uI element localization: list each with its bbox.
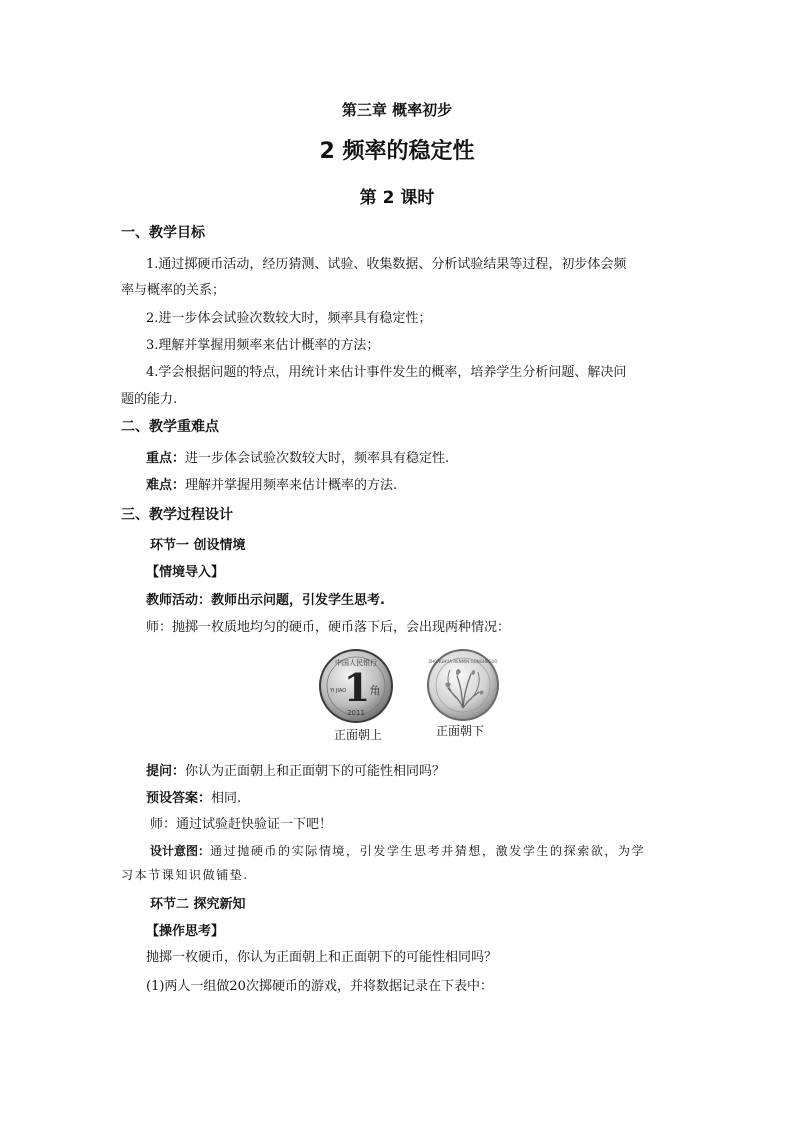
key-point-text: 进一步体会试验次数较大时，频率具有稳定性. <box>185 451 450 466</box>
difficulty-line <box>146 474 397 493</box>
coin-heads-icon <box>318 648 394 724</box>
section-heading-process: 三、教学过程设计 <box>121 507 233 523</box>
coin-heads-image <box>318 648 394 724</box>
difficulty-text: 理解并掌握用频率来估计概率的方法. <box>185 478 398 493</box>
question-line <box>146 760 445 779</box>
activity-1: (1)两人一组做20次掷硬币的游戏，并将数据记录在下表中： <box>146 979 493 994</box>
chapter-title: 第三章 概率初步 <box>341 101 453 119</box>
objective-4-line-1: 4.学会根据问题的特点，用统计来估计事件发生的概率，培养学生分析问题、解决问 <box>146 365 627 380</box>
answer-label: 预设答案： <box>146 791 212 806</box>
question-label: 提问： <box>146 764 186 779</box>
objective-4-line-2: 题的能力. <box>121 392 178 407</box>
teacher-activity: 教师活动：教师出示问题，引发学生思考. <box>146 593 385 608</box>
key-point-line <box>146 447 449 466</box>
coin-heads-denom: YI JIAO <box>329 688 347 694</box>
coin-tails-rim-text: ZHONGHUA RENMIN GONGHEGUO <box>428 659 498 664</box>
answer-line <box>146 787 241 806</box>
step-2-heading: 环节二 探究新知 <box>150 897 246 912</box>
lesson-title: 2 频率的稳定性 <box>319 139 475 164</box>
think-question: 抛掷一枚硬币，你认为正面朝上和正面朝下的可能性相同吗？ <box>146 950 498 965</box>
situation-intro-bracket: 【情境导入】 <box>146 565 225 580</box>
design-intent-text-2: 习本节课知识做铺垫. <box>121 868 249 882</box>
teacher-line: 师：抛掷一枚质地均匀的硬币，硬币落下后，会出现两种情况： <box>146 620 511 635</box>
coin-tails-caption: 正面朝下 <box>436 724 485 738</box>
design-intent-label: 设计意图： <box>150 844 211 858</box>
coin-heads-unit: 角 <box>369 684 381 697</box>
coin-heads-top-text: 中国人民银行 <box>335 659 377 667</box>
step-1-heading: 环节一 创设情境 <box>150 538 246 553</box>
design-intent-text-1: 通过抛硬币的实际情境，引发学生思考并猜想，激发学生的探索欲，为学 <box>210 844 646 858</box>
coin-tails-icon <box>426 648 500 722</box>
coin-heads-year: 2011 <box>347 709 365 717</box>
question-text: 你认为正面朝上和正面朝下的可能性相同吗？ <box>185 764 446 779</box>
objective-3: 3.理解并掌握用频率来估计概率的方法； <box>146 338 380 353</box>
section-heading-key-points: 二、教学重难点 <box>121 419 219 435</box>
lesson-period: 第 2 课时 <box>359 188 435 208</box>
objective-1-line-2: 率与概率的关系； <box>121 283 226 298</box>
coin-tails-image <box>426 648 500 722</box>
teacher-verify: 师：通过试验赶快验证一下吧！ <box>150 817 333 832</box>
coin-heads-digit: 1 <box>343 665 371 710</box>
coin-heads-caption: 正面朝上 <box>334 728 383 742</box>
key-point-label: 重点： <box>146 451 186 466</box>
operation-think-bracket: 【操作思考】 <box>146 924 225 939</box>
design-intent-line-1 <box>150 840 645 859</box>
objective-1-line-1: 1.通过掷硬币活动，经历猜测、试验、收集数据、分析试验结果等过程，初步体会频 <box>146 257 627 272</box>
objective-2: 2.进一步体会试验次数较大时，频率具有稳定性； <box>146 311 432 326</box>
section-heading-objectives: 一、教学目标 <box>121 225 205 241</box>
difficulty-label: 难点： <box>146 478 186 493</box>
answer-text: 相同. <box>211 791 242 806</box>
